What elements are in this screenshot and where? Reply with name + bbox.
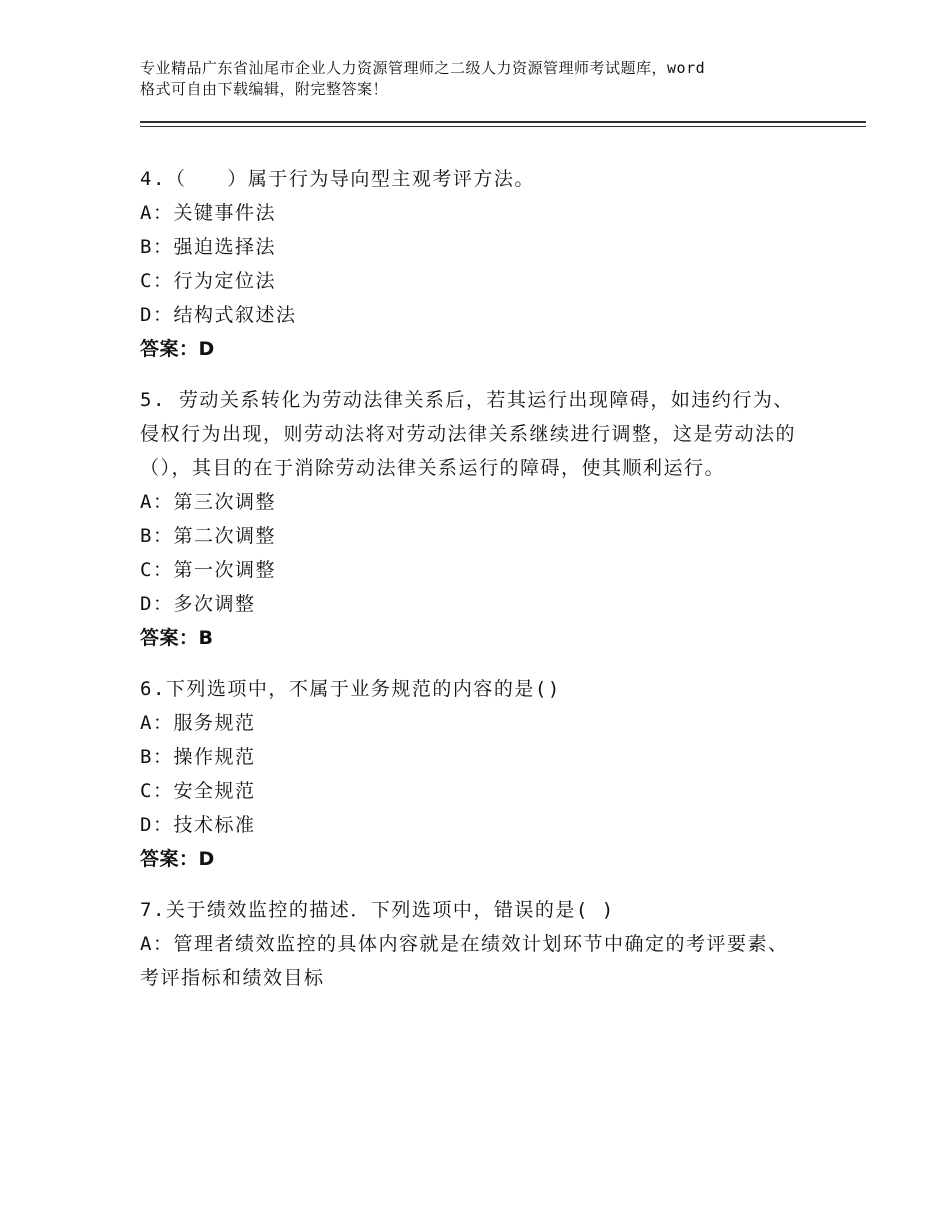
- option-c: C：第一次调整: [140, 559, 276, 581]
- question-4: [140, 162, 800, 366]
- option-d: D：技术标准: [140, 814, 256, 836]
- answer-label: 答案：D: [140, 848, 215, 870]
- document-header: [140, 58, 840, 100]
- option-b: B：强迫选择法: [140, 236, 276, 258]
- option-a: A：第三次调整: [140, 491, 276, 513]
- question-stem: 4.（ ）属于行为导向型主观考评方法。: [140, 168, 535, 190]
- option-b: B：第二次调整: [140, 525, 276, 547]
- question-6: [140, 672, 800, 876]
- header-divider-thin: [140, 126, 866, 127]
- question-list: [140, 162, 800, 1012]
- question-stem: 6.下列选项中，不属于业务规范的内容的是(): [140, 678, 561, 700]
- header-title-line-1: 专业精品广东省汕尾市企业人力资源管理师之二级人力资源管理师考试题库，word: [140, 59, 706, 77]
- answer-label: 答案：D: [140, 338, 215, 360]
- header-divider-thick: [140, 121, 866, 123]
- answer-label: 答案：B: [140, 627, 214, 649]
- option-a: A：关键事件法: [140, 202, 276, 224]
- question-7: [140, 893, 800, 995]
- question-stem: 5. 劳动关系转化为劳动法律关系后，若其运行出现障碍，如违约行为、侵权行为出现，则劳动法将对劳动法律关系继续进行调整，这是劳动法的（），其目的在于消除劳动法律关系运行的障碍，使其顺利运行。: [140, 389, 797, 479]
- option-b: B：操作规范: [140, 746, 256, 768]
- option-a: A：服务规范: [140, 712, 256, 734]
- option-c: C：安全规范: [140, 780, 256, 802]
- question-stem: 7.关于绩效监控的描述．下列选项中，错误的是( ): [140, 899, 615, 921]
- option-a: A：管理者绩效监控的具体内容就是在绩效计划环节中确定的考评要素、考评指标和绩效目标: [140, 933, 789, 989]
- option-c: C：行为定位法: [140, 270, 276, 292]
- option-d: D：多次调整: [140, 593, 256, 615]
- question-5: [140, 383, 800, 655]
- option-d: D：结构式叙述法: [140, 304, 297, 326]
- header-title-line-2: 格式可自由下载编辑，附完整答案！: [140, 80, 389, 98]
